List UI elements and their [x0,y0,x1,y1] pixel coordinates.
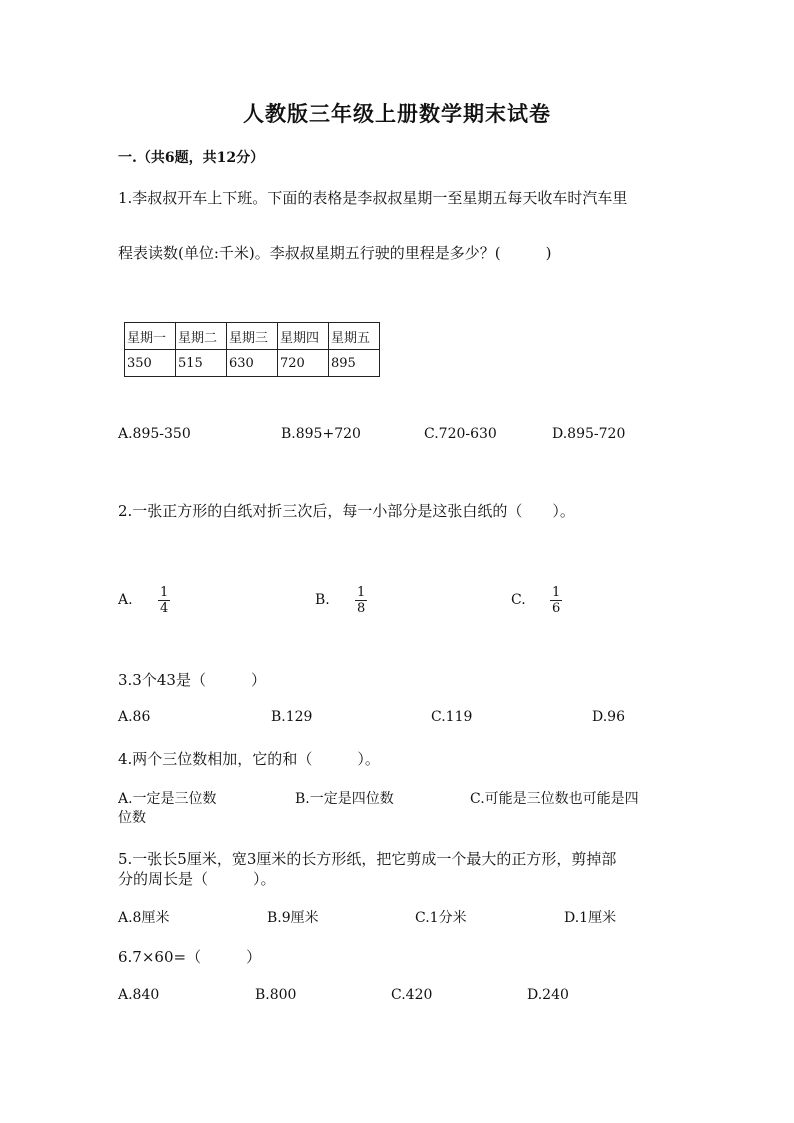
q3-option-d[interactable]: D.96 [592,709,625,725]
table-cell: 515 [176,350,227,377]
fraction-numerator: 1 [552,585,561,600]
q5-option-c[interactable]: C.1分米 [415,910,467,926]
question-1-line-1: 1.李叔叔开车上下班。下面的表格是李叔叔星期一至星期五每天收车时汽车里 [118,189,628,207]
section-heading: 一.（共6题，共12分） [118,150,265,166]
page-title: 人教版三年级上册数学期末试卷 [243,101,551,126]
q6-option-d[interactable]: D.240 [527,987,569,1003]
q2-option-b-label[interactable]: B. [315,592,330,608]
table-header-cell: 星期一 [125,323,176,350]
q4-option-c-continued[interactable]: 位数 [118,810,146,826]
odometer-table [124,322,380,377]
fraction-numerator: 1 [160,585,169,600]
table-cell: 350 [125,350,176,377]
q6-option-a[interactable]: A.840 [118,987,160,1003]
q4-option-c[interactable]: C.可能是三位数也可能是四 [470,791,639,807]
q1-option-a[interactable]: A.895-350 [118,426,191,442]
table-header-cell: 星期三 [227,323,278,350]
q5-option-d[interactable]: D.1厘米 [564,910,617,926]
q6-option-c[interactable]: C.420 [391,987,433,1003]
q2-option-a-fraction[interactable] [158,585,170,616]
q1-option-b[interactable]: B.895+720 [281,426,361,442]
table-cell: 630 [227,350,278,377]
fraction-numerator: 1 [357,585,366,600]
q2-option-a-label[interactable]: A. [118,592,133,608]
question-4-text: 4.两个三位数相加，它的和（ ）。 [118,750,380,768]
question-6-text: 6.7×60=（ ） [118,948,262,966]
question-5-line-1: 5.一张长5厘米，宽3厘米的长方形纸，把它剪成一个最大的正方形，剪掉部 [118,850,617,868]
table-header-cell: 星期四 [278,323,329,350]
table-row [125,350,380,377]
q1-option-d[interactable]: D.895-720 [552,426,626,442]
q5-option-a[interactable]: A.8厘米 [118,910,170,926]
question-5-line-2: 分的周长是（ ）。 [118,870,276,888]
q4-option-a[interactable]: A.一定是三位数 [118,791,217,807]
table-header-cell: 星期五 [329,323,380,350]
question-2-text: 2.一张正方形的白纸对折三次后，每一小部分是这张白纸的（ ）。 [118,502,575,520]
q1-option-c[interactable]: C.720-630 [424,426,497,442]
q5-option-b[interactable]: B.9厘米 [267,910,319,926]
fraction-denominator: 8 [357,601,366,616]
table-header-cell: 星期二 [176,323,227,350]
q3-option-a[interactable]: A.86 [118,709,151,725]
q3-option-c[interactable]: C.119 [431,709,473,725]
table-cell: 720 [278,350,329,377]
q2-option-c-fraction[interactable] [550,585,562,616]
q2-option-c-label[interactable]: C. [511,592,526,608]
question-1-line-2: 程表读数(单位:千米)。李叔叔星期五行驶的里程是多少？( ) [118,244,552,262]
fraction-denominator: 6 [552,601,561,616]
table-cell: 895 [329,350,380,377]
q2-option-b-fraction[interactable] [355,585,367,616]
q6-option-b[interactable]: B.800 [255,987,297,1003]
fraction-denominator: 4 [160,601,169,616]
question-3-text: 3.3个43是（ ） [118,671,266,689]
q3-option-b[interactable]: B.129 [271,709,313,725]
q4-option-b[interactable]: B.一定是四位数 [295,791,394,807]
table-header-row [125,323,380,350]
